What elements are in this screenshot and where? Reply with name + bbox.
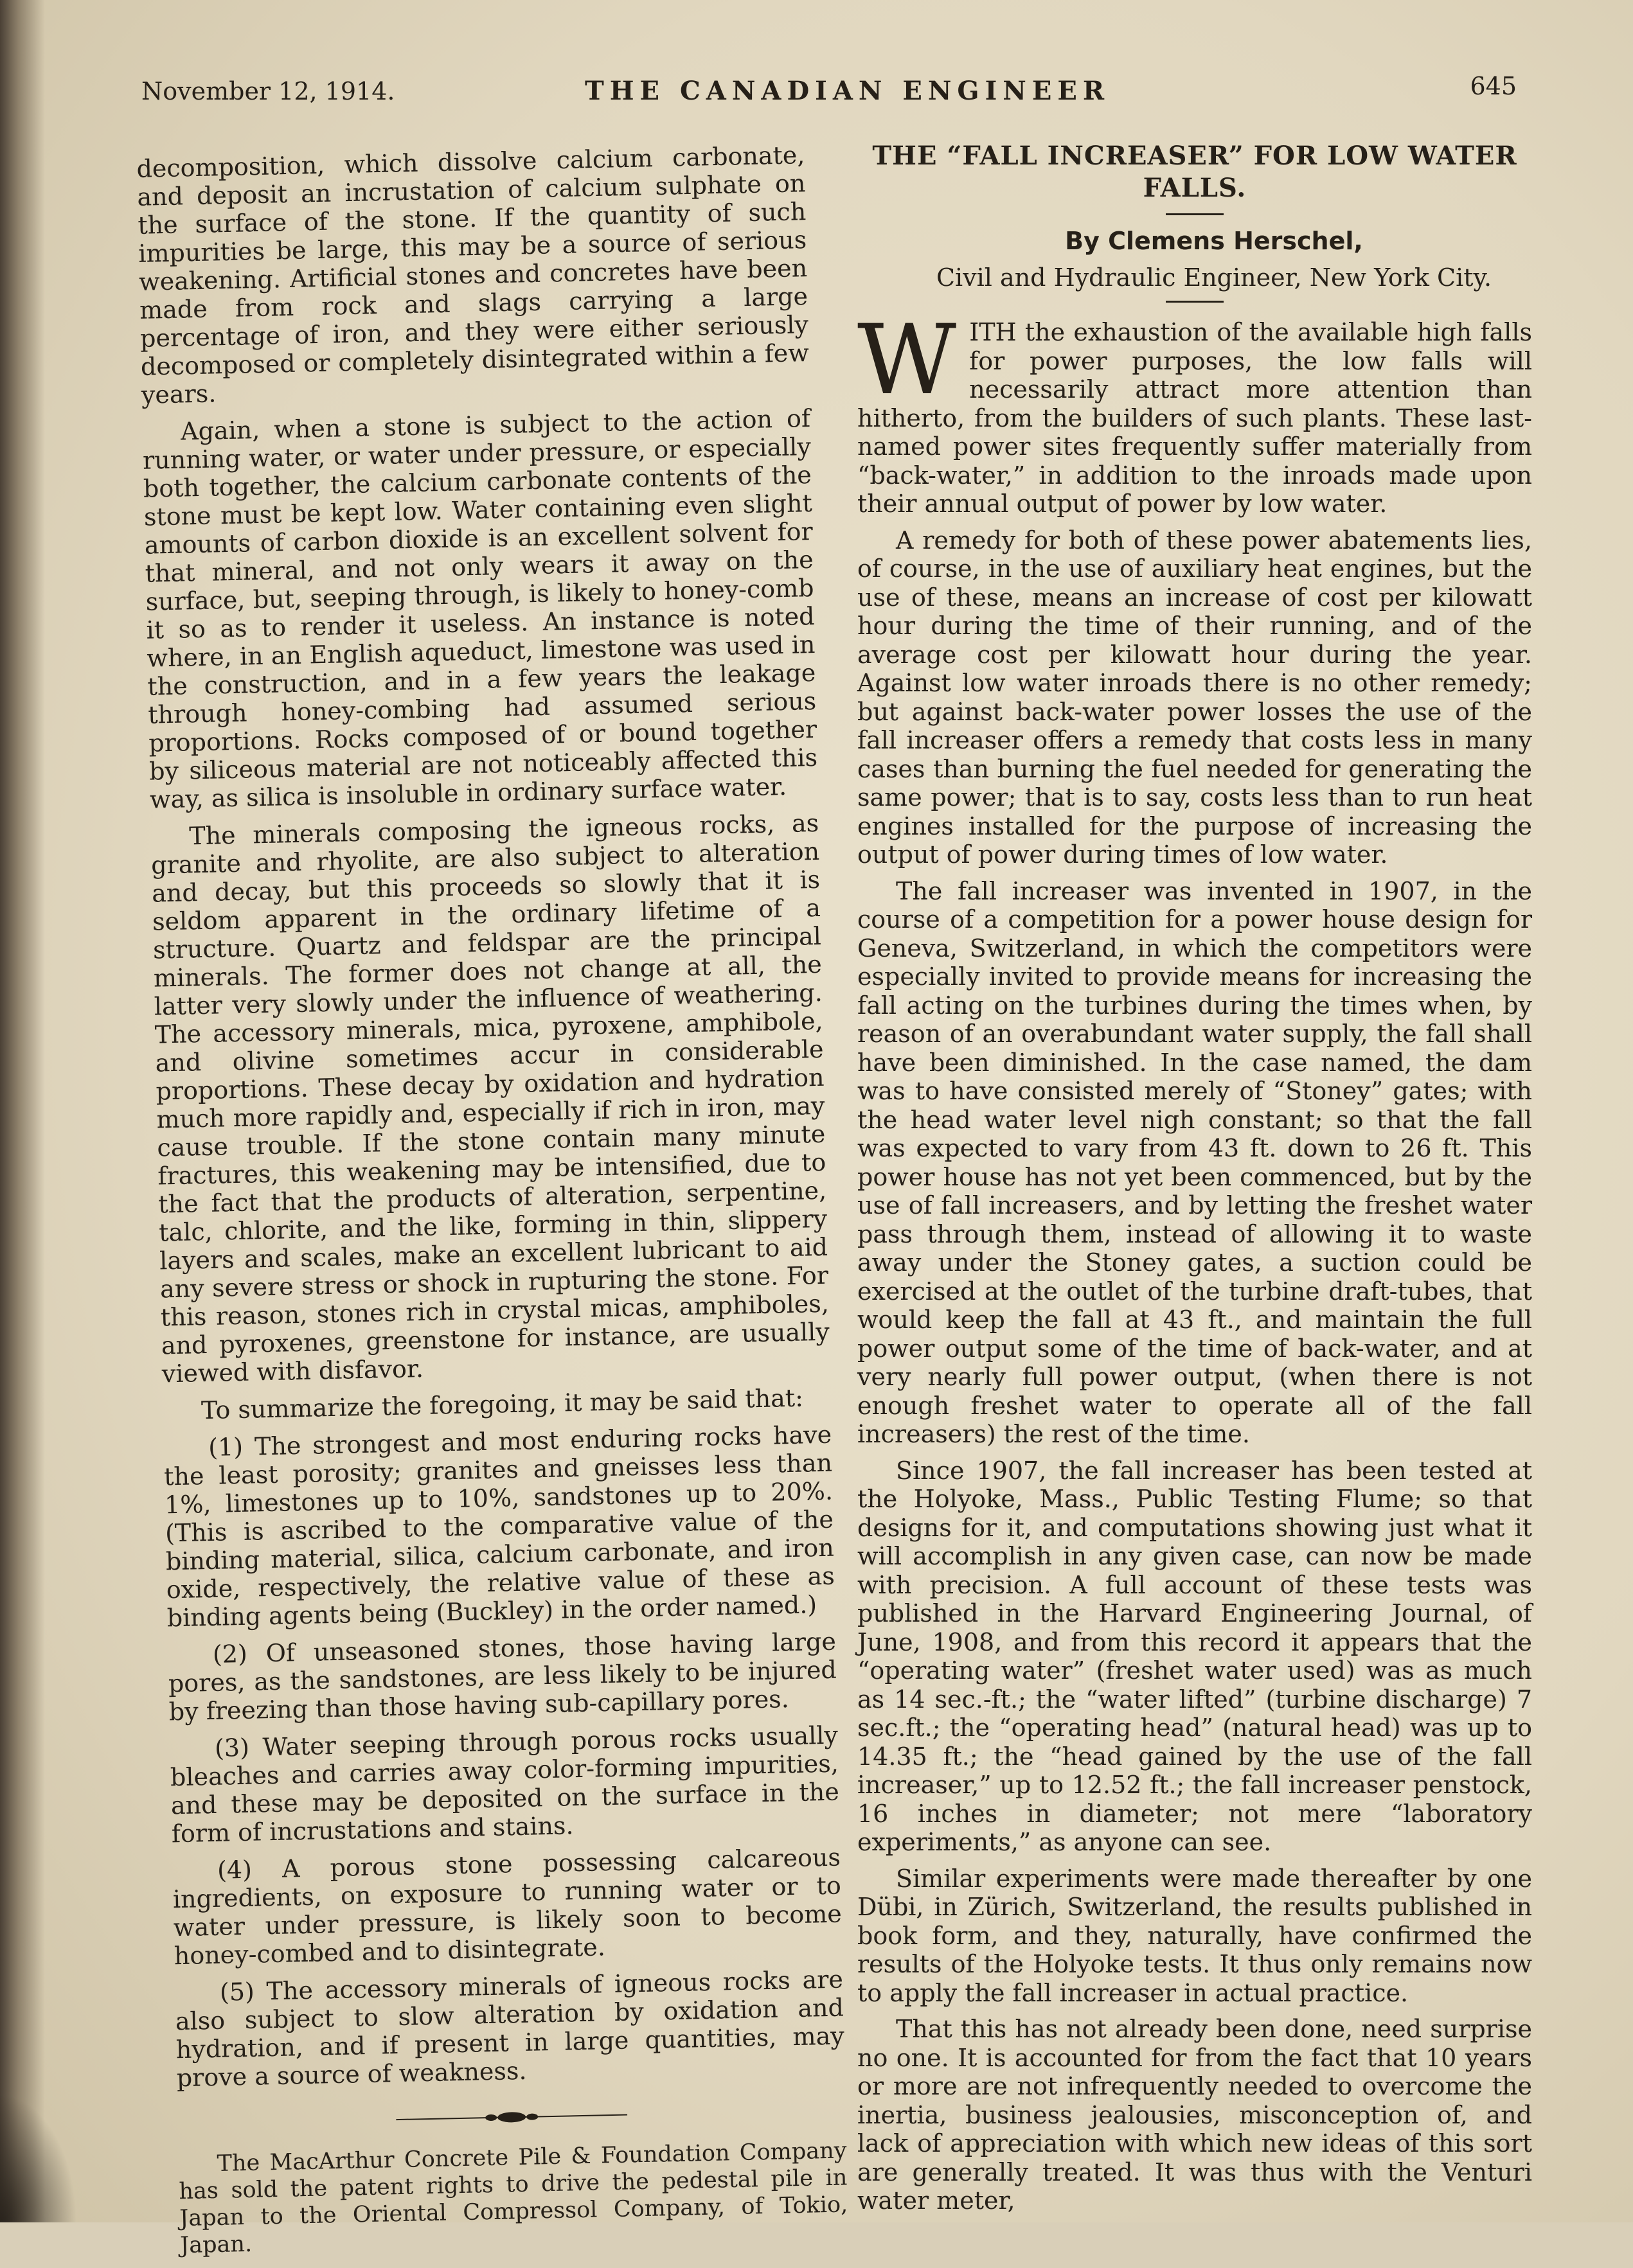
author-affiliation: Civil and Hydraulic Engineer, New York City. bbox=[936, 263, 1492, 292]
paragraph: That this has not already been done, need surprise no one. It is accounted for from the fact that 10 years or more are not infrequently needed to overcome the inertia, business jealousies, misconception of, and lack of appreciation with which new ideas of this sort are generally treated. It was thus with the Venturi water meter, bbox=[857, 2015, 1532, 2215]
corner-shadow bbox=[0, 2094, 77, 2222]
issue-date: November 12, 1914. bbox=[141, 77, 395, 105]
title-rule bbox=[1166, 213, 1224, 215]
binding-shadow bbox=[0, 0, 45, 2222]
left-column bbox=[136, 141, 849, 2268]
journal-title: THE CANADIAN ENGINEER bbox=[585, 76, 1111, 106]
summary-item: (5) The accessory minerals of igneous rocks are also subject to slow alteration by oxidation and hydration, and if present in large quantities, may prove a source of weakness. bbox=[175, 1965, 845, 2093]
section-ornament bbox=[396, 2107, 627, 2128]
news-note: The MacArthur Concrete Pile & Foundation Company has sold the patent rights to drive the pedestal pile in Japan to the Oriental Compressol Company, of Tokio, Japan. bbox=[179, 2138, 848, 2259]
paragraph: Again, when a stone is subject to the action of running water, or water under pressure, or especially both together, the calcium carbonate contents of the stone must be kept low. Water containing even slight amounts of carbon dioxide is an excellent solvent for that mineral, and not only wears it away on the surface, but, seeping through, is likely to honey-comb it so as to render it useless. An instance is noted where, in an English aqueduct, limestone was used in the construction, and in a few years the leakage through honey-combing had assumed serious proportions. Rocks composed of or bound together by siliceous material are not noticeably affected this way, as silica is insoluble in ordinary surface water. bbox=[142, 404, 818, 814]
summary-item: (4) A porous stone possessing calcareous ingredients, on exposure to running water or to water under pressure, is likely soon to become honey-combed and to disintegrate. bbox=[172, 1843, 843, 1971]
paragraph: The minerals composing the igneous rocks, as granite and rhyolite, are also subject to alteration and decay, but this proceeds so slowly that it is seldom apparent in the ordinary lifetime of a structure. Quartz and feldspar are the principal minerals. The former does not change at all, the latter very slowly under the influence of weathering. The accessory minerals, mica, pyroxene, amphibole, and olivine sometimes accur in considerable proportions. These decay by oxidation and hydration much more rapidly and, especially if rich in iron, may cause trouble. If the stone contain many minute fractures, this weakening may be intensified, due to the fact that the products of alteration, serpentine, talc, chlorite, and the like, forming in thin, slippery layers and scales, make an excellent lubricant to aid any severe stress or shock in rupturing the stone. For this reason, stones rich in crystal micas, amphiboles, and pyroxenes, greenstone for instance, are usually viewed with disfavor. bbox=[150, 808, 830, 1388]
lead-paragraph bbox=[857, 305, 1532, 518]
article-title: THE “FALL INCREASER” FOR LOW WATER FALLS. bbox=[872, 141, 1517, 203]
right-column bbox=[857, 135, 1532, 2223]
paragraph: decomposition, which dissolve calcium carbonate, and deposit an incrustation of calcium sulphate on the surface of the stone. If the quantity of such impurities be large, this may be a source of serious weakening. Artificial stones and concretes have been made from rock and slags carrying a large percentage of iron, and they were either seriously decomposed or completely disintegrated within a few years. bbox=[136, 141, 810, 409]
byline: By Clemens Herschel, bbox=[1065, 227, 1363, 255]
running-head bbox=[141, 72, 1517, 117]
summary-item: (2) Of unseasoned stones, those having large pores, as the sandstones, are less likely to be injured by freezing than those having sub-capillary pores. bbox=[168, 1627, 837, 1726]
byline-rule bbox=[1166, 301, 1224, 303]
paragraph: The fall increaser was invented in 1907, in the course of a competition for a power house design for Geneva, Switzerland, in which the competitors were especially invited to provide means for increasing the fall acting on the turbines during the times when, by reason of an overabundant water supply, the fall shall have been diminished. In the case named, the dam was to have consisted merely of “Stoney” gates; with the head water level nigh constant; so that the fall was expected to vary from 43 ft. down to 26 ft. This power house has not yet been commenced, but by the use of fall increasers, and by letting the freshet water pass through them, instead of allowing it to waste away under the Stoney gates, a suction could be exercised at the outlet of the turbine draft-tubes, that would keep the fall at 43 ft., and maintain the full power output some of the time of back-water, and at very nearly full power output, (when there is not enough freshet water to operate all of the fall increasers) the rest of the time. bbox=[857, 876, 1532, 1448]
paragraph: Similar experiments were made thereafter by one Dübi, in Zürich, Switzerland, the results published in book form, and they, naturally, have confirmed the results of the Holyoke tests. It thus only remains now to apply the fall increaser in actual practice. bbox=[857, 1864, 1532, 2007]
lead-paragraph-text: ITH the exhaustion of the available high falls for power purposes, the low falls will necessarily attract more attention than hitherto, from the builders of such plants. These last-named power sites frequently suffer materially from “back-water,” in addition to the inroads made upon their annual output of power by low water. bbox=[857, 318, 1532, 518]
summary-item: (1) The strongest and most enduring rocks have the least porosity; granites and gneisses less than 1%, limestones up to 10%, sandstones up to 20%. (This is ascribed to the comparative value of the binding material, silica, calcium carbonate, and iron oxide, respectively, the relative value of these as binding agents being (Buckley) in the order named.) bbox=[163, 1420, 835, 1633]
paragraph: A remedy for both of these power abatements lies, of course, in the use of auxiliary heat engines, but the use of these, means an increase of cost per kilowatt hour during the time of their running, and of the average cost per kilowatt hour during the year. Against low water inroads there is no other remedy; but against back-water power losses the use of the fall increaser offers a remedy that costs less in many cases than burning the fuel needed for generating the same power; that is to say, costs less than to run heat engines installed for the purpose of increasing the output of power during times of low water. bbox=[857, 526, 1532, 869]
summary-item: (3) Water seeping through porous rocks usually bleaches and carries away color-forming impurities, and these may be deposited on the surface in the form of incrustations and stains. bbox=[170, 1721, 840, 1848]
drop-cap: W bbox=[857, 305, 957, 416]
paragraph: Since 1907, the fall increaser has been tested at the Holyoke, Mass., Public Testing Flume; so that designs for it, and computations showing just what it will accomplish in any given case, can now be made with precision. A full account of these tests was published in the Harvard Engineering Journal, of June, 1908, and from this record it appears that the “operating water” (freshet water used) was as much as 14 sec.-ft.; the “water lifted” (turbine discharge) 7 sec.ft.; the “operating head” (natural head) was up to 14.35 ft.; the “head gained by the use of the fall increaser,” up to 12.52 ft.; the fall increaser penstock, 16 inches in diameter; not mere “laboratory experiments,” as anyone can see. bbox=[857, 1456, 1532, 1856]
summary-lead: To summarize the foregoing, it may be said that: bbox=[201, 1383, 804, 1425]
page-number: 645 bbox=[1470, 72, 1517, 100]
